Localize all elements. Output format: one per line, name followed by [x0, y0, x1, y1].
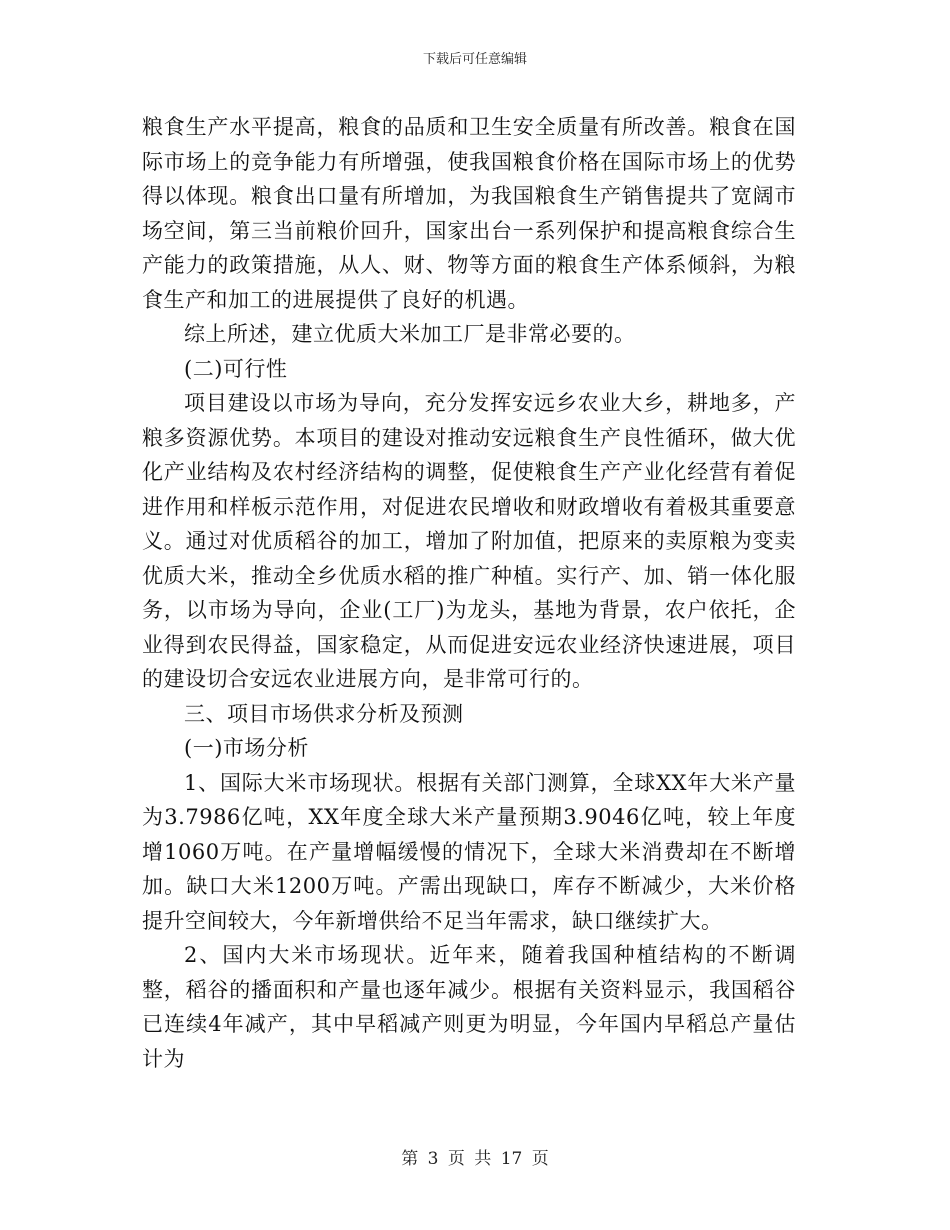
section-heading-market-analysis: 三、项目市场供求分析及预测: [184, 701, 464, 726]
paragraph-international-rice-market: 1、国际大米市场现状。根据有关部门测算，全球XX年大米产量为3.7986亿吨，XX年度全球大米产量预期3.9046亿吨，较上年度增1060万吨。在产量增幅缓慢的情况下，全球大米消费却在不断增加。缺口大米1200万吨。产需出现缺口，库存不断减少，大米价格提升空间较大，今年新增供给不足当年需求，缺口继续扩大。: [142, 770, 796, 933]
paragraph-domestic-rice-market: 2、国内大米市场现状。近年来，随着我国种植结构的不断调整，稻谷的播面积和产量也逐年减少。根据有关资料显示，我国稻谷已连续4年减产，其中早稻减产则更为明显，今年国内早稻总产量估计为: [142, 943, 796, 1071]
paragraph-feasibility: 项目建设以市场为导向，充分发挥安远乡农业大乡，耕地多，产粮多资源优势。本项目的建设对推动安远粮食生产良性循环，做大优化产业结构及农村经济结构的调整，促使粮食生产产业化经营有着促进作用和样板示范作用，对促进农民增收和财政增收有着极其重要意义。通过对优质稻谷的加工，增加了附加值，把原来的卖原粮为变卖优质大米，推动全乡优质水稻的推广种植。实行产、加、销一体化服务，以市场为导向，企业(工厂)为龙头，基地为背景，农户依托，企业得到农民得益，国家稳定，从而促进安远农业经济快速进展，项目的建设切合安远农业进展方向，是非常可行的。: [142, 391, 796, 691]
paragraph-grain-production: 粮食生产水平提高，粮食的品质和卫生安全质量有所改善。粮食在国际市场上的竞争能力有所增强，使我国粮食价格在国际市场上的优势得以体现。粮食出口量有所增加，为我国粮食生产销售提共了宽阔市场空间，第三当前粮价回升，国家出台一系列保护和提高粮食综合生产能力的政策措施，从人、财、物等方面的粮食生产体系倾斜，为粮食生产和加工的进展提供了良好的机遇。: [142, 115, 796, 312]
page-number: 第 3 页 共 17 页: [401, 1149, 549, 1169]
page-header: 下载后可任意编辑: [422, 52, 527, 67]
document-body: [142, 110, 796, 1076]
subsection-heading-market: (一)市场分析: [184, 736, 309, 760]
section-heading-feasibility: (二)可行性: [184, 356, 288, 381]
paragraph-conclusion: 综上所述，建立优质大米加工厂是非常必要的。: [184, 322, 636, 346]
